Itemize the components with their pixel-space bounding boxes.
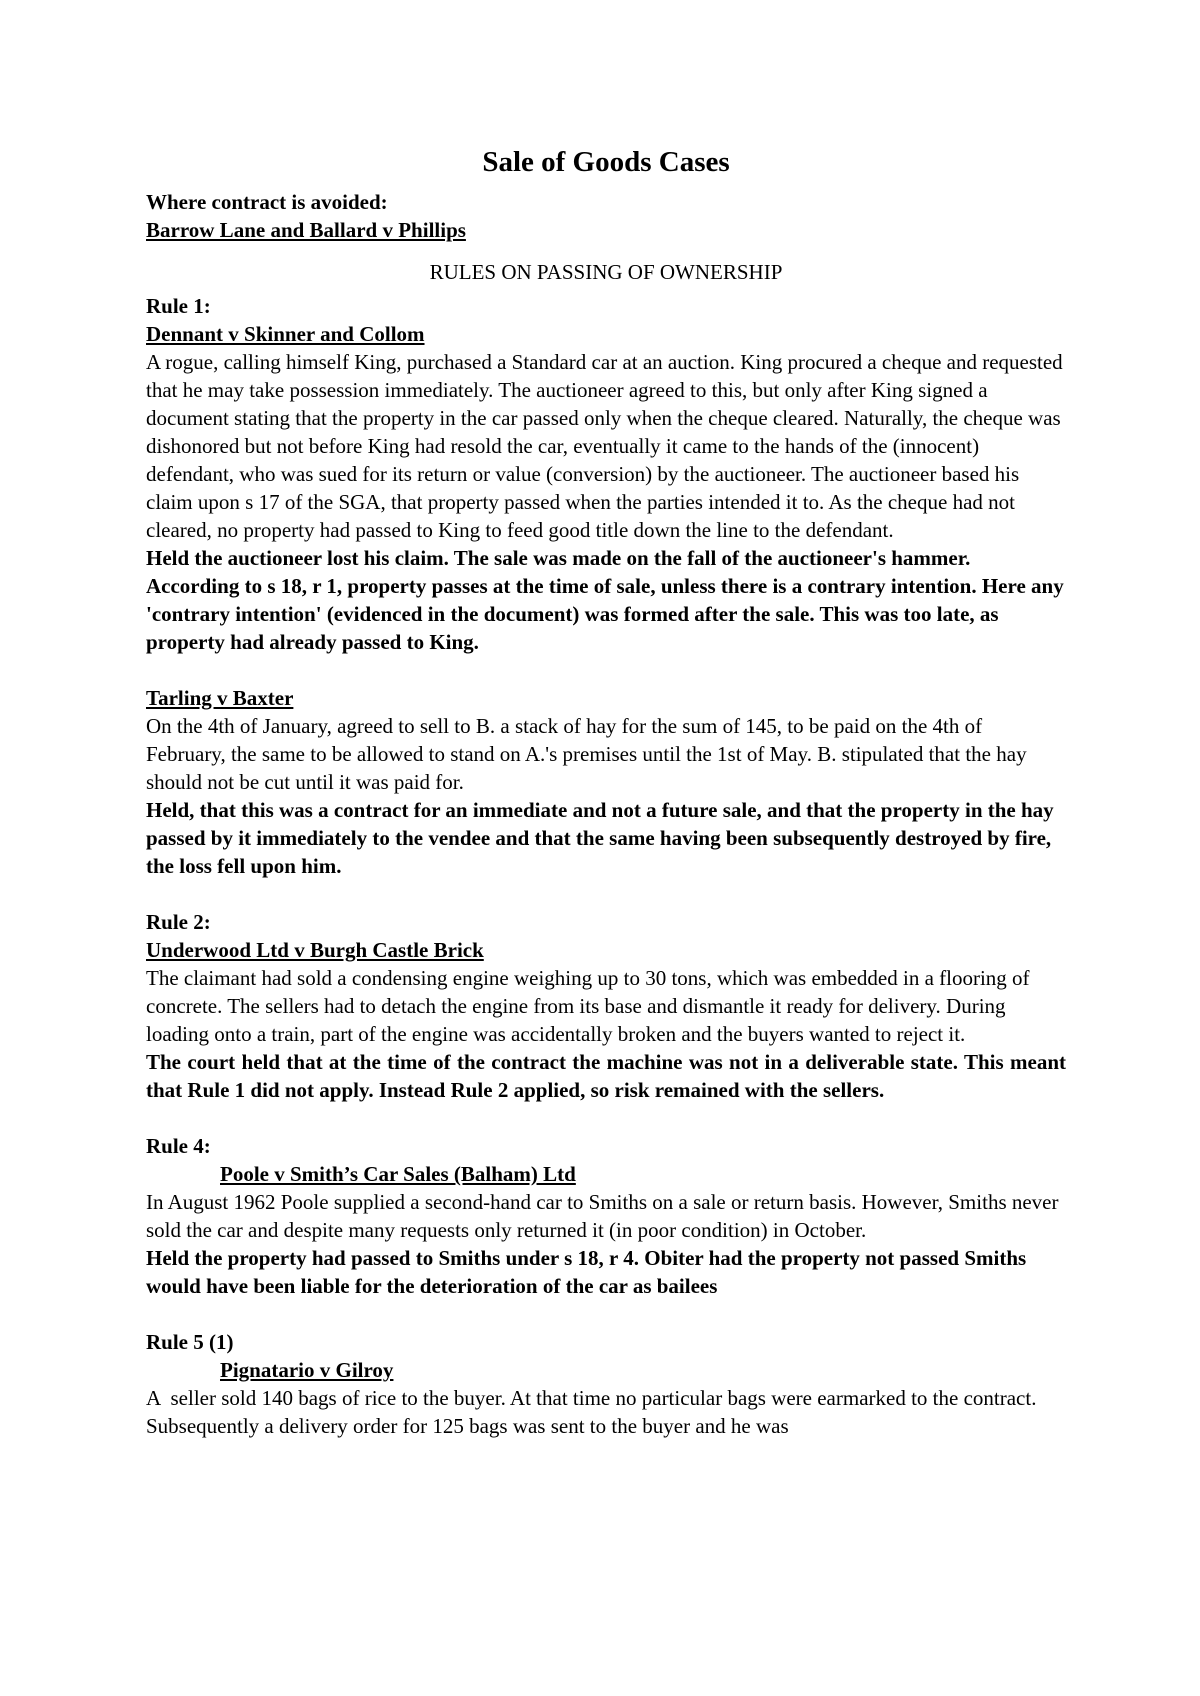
rule-2-label: Rule 2: [146, 910, 211, 934]
rule-1-label: Rule 1: [146, 294, 211, 318]
rule-5-case-facts: A seller sold 140 bags of rice to the buyer. At that time no particular bags were earmarked to the contract. Subsequently a delivery order for 125 bags was sent to the buyer and he was [146, 1386, 1042, 1438]
rule-2-case-name: Underwood Ltd v Burgh Castle Brick [146, 938, 484, 962]
rule-1-case-1-held: Held the auctioneer lost his claim. The sale was made on the fall of the auctioneer's hammer. According to s 18, r 1, property passes at the time of sale, unless there is a contrary intention. Here any 'contrary intention' (evidenced in the document) was formed after the sale. This was too late, as property had already passed to King. [146, 546, 1064, 654]
rule-2-case-held: The court held that at the time of the contract the machine was not in a deliverable state. This meant that Rule 1 did not apply. Instead Rule 2 applied, so risk remained with the sellers. [146, 1050, 1066, 1102]
section-heading: RULES ON PASSING OF OWNERSHIP [429, 260, 783, 284]
document-body [146, 144, 1066, 1440]
rule-4-case-facts: In August 1962 Poole supplied a second-hand car to Smiths on a sale or return basis. However, Smiths never sold the car and despite many requests only returned it (in poor condition) in October. [146, 1190, 1059, 1242]
document-title: Sale of Goods Cases [482, 146, 730, 178]
rule-2-case-facts: The claimant had sold a condensing engine weighing up to 30 tons, which was embedded in a flooring of concrete. The sellers had to detach the engine from its base and dismantle it ready for delivery. During loading onto a train, part of the engine was accidentally broken and the buyers wanted to reject it. [146, 966, 1030, 1046]
rule-5-case-name: Pignatario v Gilroy [220, 1358, 394, 1382]
rule-1-case-2-name: Tarling v Baxter [146, 686, 294, 710]
rule-5-label: Rule 5 (1) [146, 1330, 234, 1354]
rule-1-case-1-name: Dennant v Skinner and Collom [146, 322, 425, 346]
rule-4-case-held: Held the property had passed to Smiths under s 18, r 4. Obiter had the property not passed Smiths would have been liable for the deterioration of the car as bailees [146, 1246, 1027, 1298]
rule-1-case-1-facts: A rogue, calling himself King, purchased a Standard car at an auction. King procured a cheque and requested that he may take possession immediately. The auctioneer agreed to this, but only after King signed a document stating that the property in the car passed only when the cheque cleared. Naturally, the cheque was dishonored but not before King had resold the car, eventually it came to the hands of the (innocent) defendant, who was sued for its return or value (conversion) by the auctioneer. The auctioneer based his claim upon s 17 of the SGA, that property passed when the parties intended it to. As the cheque had not cleared, no property had passed to King to feed good title down the line to the defendant. [146, 350, 1063, 542]
rule-4-label: Rule 4: [146, 1134, 211, 1158]
rule-1-case-2-facts: On the 4th of January, agreed to sell to B. a stack of hay for the sum of 145, to be paid on the 4th of February, the same to be allowed to stand on A.'s premises until the 1st of May. B. stipulated that the hay should not be cut until it was paid for. [146, 714, 1027, 794]
intro-heading: Where contract is avoided: [146, 190, 388, 214]
rule-4-case-name: Poole v Smith’s Car Sales (Balham) Ltd [220, 1162, 576, 1186]
rule-1-case-2-held: Held, that this was a contract for an immediate and not a future sale, and that the property in the hay passed by it immediately to the vendee and that the same having been subsequently destroyed by fire, the loss fell upon him. [146, 798, 1054, 878]
intro-case-name: Barrow Lane and Ballard v Phillips [146, 218, 466, 242]
